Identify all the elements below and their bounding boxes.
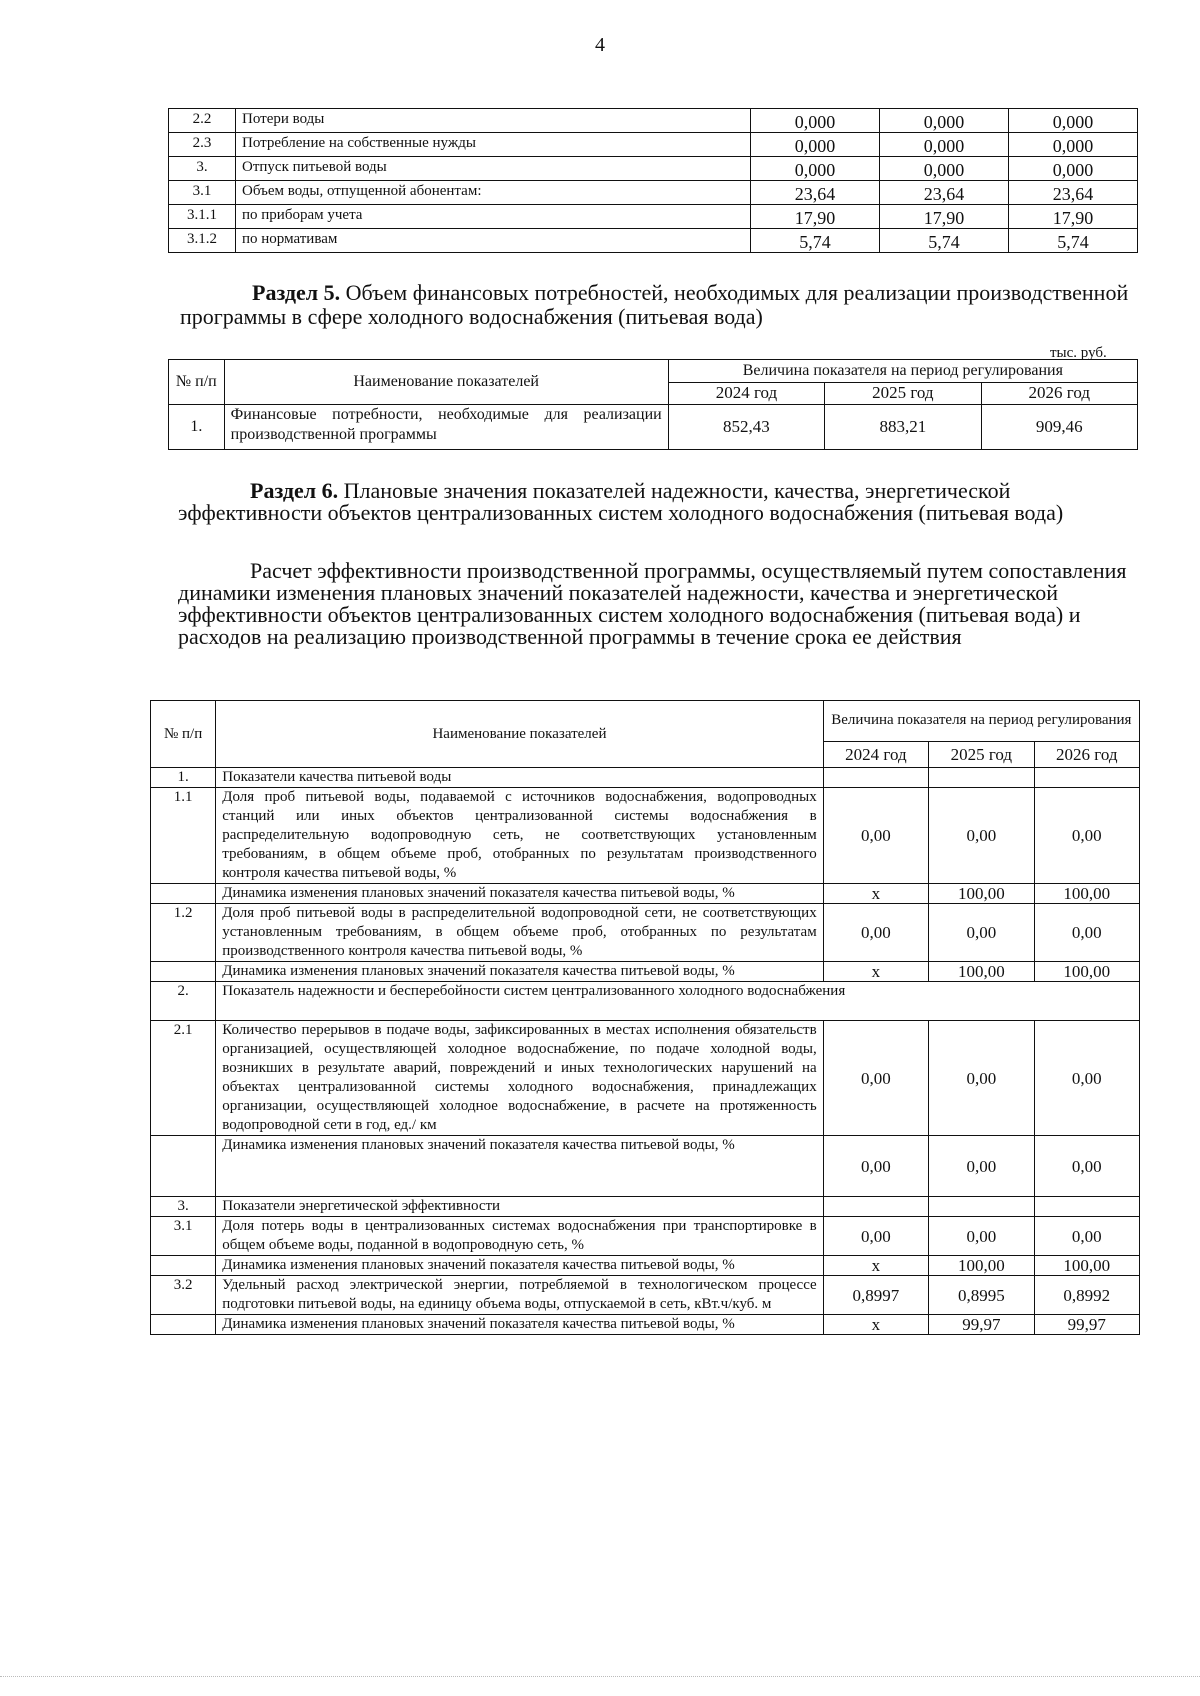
value-2026: 909,46 [981, 405, 1137, 450]
value-2024: х [823, 1256, 928, 1276]
water-balance-table [168, 108, 1138, 253]
row-number: 3.1.1 [169, 205, 236, 229]
row-number: 2.1 [151, 1021, 216, 1136]
row-name: по нормативам [236, 229, 751, 253]
value-2026: 0,000 [1009, 109, 1138, 133]
value-2024: 17,90 [751, 205, 880, 229]
value-2024: 0,8997 [823, 1276, 928, 1315]
value-2025: 0,00 [929, 1136, 1034, 1197]
row-name: по приборам учета [236, 205, 751, 229]
table-row [151, 1256, 1140, 1276]
value-2025: 0,00 [929, 788, 1034, 884]
value-2024: 0,00 [823, 1136, 928, 1197]
table-row [151, 788, 1140, 884]
table-row [169, 205, 1138, 229]
row-number: 3.1 [169, 181, 236, 205]
header-name: Наименование показателей [224, 360, 668, 405]
header-num: № п/п [169, 360, 225, 405]
value-2024: х [823, 884, 928, 904]
row-number: 3. [169, 157, 236, 181]
value-2026: 0,00 [1034, 788, 1139, 884]
row-name: Объем воды, отпущенной абонентам: [236, 181, 751, 205]
value-2025: 100,00 [929, 1256, 1034, 1276]
year-2025: 2025 год [825, 382, 981, 405]
value-2025: 0,000 [880, 157, 1009, 181]
section6-label: Раздел 6. [250, 478, 339, 503]
value-2025: 23,64 [880, 181, 1009, 205]
table-row [169, 157, 1138, 181]
row-name: Потери воды [236, 109, 751, 133]
row-name: Доля проб питьевой воды, подаваемой с источников водоснабжения, водопроводных станций или иных объектов централизованной системы водоснабжения в распределительную водопроводную сеть, не соответствующих установленным требованиям, в общем объеме проб, отобранных по результатам производственного контроля качества питьевой воды, % [216, 788, 823, 884]
value-2024: 0,00 [823, 1021, 928, 1136]
value-2026: 23,64 [1009, 181, 1138, 205]
page-number: 4 [595, 34, 605, 56]
section5-unit: тыс. руб. [1050, 345, 1107, 361]
row-name: Доля проб питьевой воды в распределительной водопроводной сети, не соответствующих установленным требованиям, в общем объеме проб, отобранных по результатам производственного контроля качества питьевой воды, % [216, 904, 823, 962]
header-period: Величина показателя на период регулирования [668, 360, 1137, 383]
row-number: 1.2 [151, 904, 216, 962]
header-name: Наименование показателей [216, 701, 823, 768]
table-row [151, 768, 1140, 788]
value-2025: 0,00 [929, 1217, 1034, 1256]
table-row [169, 109, 1138, 133]
row-name: Динамика изменения плановых значений показателя качества питьевой воды, % [216, 884, 823, 904]
value-2026: 100,00 [1034, 962, 1139, 982]
value-2026: 5,74 [1009, 229, 1138, 253]
section-name: Показатель надежности и бесперебойности систем централизованного холодного водоснабжения [216, 982, 1140, 1021]
value-2024: 0,00 [823, 1217, 928, 1256]
row-name: Количество перерывов в подаче воды, зафиксированных в местах исполнения обязательств организацией, осуществляющей холодное водоснабжение, по подаче холодной воды, возникших в результате аварий, повреждений и иных технологических нарушений на объектах централизованной системы холодного водоснабжения, принадлежащих организации, осуществляющей холодное водоснабжение, в расчете на протяженность водопроводной сети в год, ед./ км [216, 1021, 823, 1136]
efficiency-calc-text: Расчет эффективности производственной программы, осуществляемый путем сопоставления динамики изменения плановых значений показателей надежности, качества и энергетической эффективности объектов централизованных систем холодного водоснабжения (питьевая вода) и расходов на реализацию производственной программы в течение срока ее действия [178, 558, 1127, 649]
value-2025: 0,000 [880, 109, 1009, 133]
section6-title: Плановые значения показателей надежности, качества, энергетической эффективности объектов централизованных систем холодного водоснабжения (питьевая вода) [178, 478, 1064, 525]
year-2026: 2026 год [1034, 741, 1139, 767]
value-2024: 5,74 [751, 229, 880, 253]
section5-label: Раздел 5. [252, 280, 341, 305]
row-number: 3.2 [151, 1276, 216, 1315]
value-2025: 883,21 [825, 405, 981, 450]
value-2024: х [823, 1315, 928, 1335]
value-2026: 99,97 [1034, 1315, 1139, 1335]
row-name: Удельный расход электрической энергии, потребляемой в технологическом процессе подготовки питьевой воды, на единицу объема воды, отпускаемой в сеть, кВт.ч/куб. м [216, 1276, 823, 1315]
row-number: 3.1 [151, 1217, 216, 1256]
value-2025: 99,97 [929, 1315, 1034, 1335]
row-name: Финансовые потребности, необходимые для реализации производственной программы [224, 405, 668, 450]
value-2026: 0,00 [1034, 1217, 1139, 1256]
section-name: Показатели качества питьевой воды [216, 768, 823, 788]
value-2025: 0,00 [929, 904, 1034, 962]
row-name: Динамика изменения плановых значений показателя качества питьевой воды, % [216, 962, 823, 982]
table-row [151, 982, 1140, 1021]
year-2024: 2024 год [823, 741, 928, 767]
row-name: Динамика изменения плановых значений показателя качества питьевой воды, % [216, 1315, 823, 1335]
section5-title: Объем финансовых потребностей, необходимых для реализации производственной программы в сфере холодного водоснабжения (питьевая вода) [180, 280, 1129, 329]
table-row [169, 229, 1138, 253]
row-name: Отпуск питьевой воды [236, 157, 751, 181]
value-2026: 0,000 [1009, 133, 1138, 157]
value-2025: 0,000 [880, 133, 1009, 157]
year-2026: 2026 год [981, 382, 1137, 405]
table-row [151, 1021, 1140, 1136]
year-2024: 2024 год [668, 382, 824, 405]
table-row [169, 181, 1138, 205]
table-row [151, 884, 1140, 904]
value-2025: 0,00 [929, 1021, 1034, 1136]
table-row [151, 962, 1140, 982]
value-2025: 17,90 [880, 205, 1009, 229]
row-name: Динамика изменения плановых значений показателя качества питьевой воды, % [216, 1136, 823, 1197]
section-number: 3. [151, 1197, 216, 1217]
section6-heading [178, 480, 1123, 524]
table-row [151, 1197, 1140, 1217]
table-row [151, 1217, 1140, 1256]
value-2024: 0,00 [823, 904, 928, 962]
table-row [151, 1315, 1140, 1335]
value-2026: 0,00 [1034, 1136, 1139, 1197]
value-2024: 0,000 [751, 157, 880, 181]
table-row [169, 405, 1138, 450]
scan-edge-line [0, 1676, 1200, 1677]
value-2024: 0,00 [823, 788, 928, 884]
row-number: 2.2 [169, 109, 236, 133]
row-name: Динамика изменения плановых значений показателя качества питьевой воды, % [216, 1256, 823, 1276]
header-num: № п/п [151, 701, 216, 768]
value-2026: 0,00 [1034, 904, 1139, 962]
value-2026: 0,8992 [1034, 1276, 1139, 1315]
value-2025: 100,00 [929, 962, 1034, 982]
year-2025: 2025 год [929, 741, 1034, 767]
value-2026: 100,00 [1034, 1256, 1139, 1276]
value-2024: 23,64 [751, 181, 880, 205]
value-2024: 0,000 [751, 133, 880, 157]
row-name: Потребление на собственные нужды [236, 133, 751, 157]
table-row [169, 133, 1138, 157]
table-row [151, 904, 1140, 962]
value-2024: х [823, 962, 928, 982]
section5-heading [180, 281, 1130, 329]
value-2024: 852,43 [668, 405, 824, 450]
row-number: 1. [169, 405, 225, 450]
value-2026: 100,00 [1034, 884, 1139, 904]
header-period: Величина показателя на период регулирования [823, 701, 1139, 742]
indicators-table [150, 700, 1140, 1335]
value-2026: 0,000 [1009, 157, 1138, 181]
financial-needs-table [168, 359, 1138, 450]
value-2025: 5,74 [880, 229, 1009, 253]
table-row [151, 1136, 1140, 1197]
row-number: 3.1.2 [169, 229, 236, 253]
section-name: Показатели энергетической эффективности [216, 1197, 823, 1217]
section-number: 2. [151, 982, 216, 1021]
value-2026: 0,00 [1034, 1021, 1139, 1136]
value-2024: 0,000 [751, 109, 880, 133]
value-2025: 100,00 [929, 884, 1034, 904]
section-number: 1. [151, 768, 216, 788]
table-row [151, 1276, 1140, 1315]
value-2026: 17,90 [1009, 205, 1138, 229]
row-name: Доля потерь воды в централизованных системах водоснабжения при транспортировке в общем объеме воды, поданной в водопроводную сеть, % [216, 1217, 823, 1256]
row-number: 1.1 [151, 788, 216, 884]
row-number: 2.3 [169, 133, 236, 157]
value-2025: 0,8995 [929, 1276, 1034, 1315]
efficiency-calc-paragraph [178, 560, 1130, 648]
